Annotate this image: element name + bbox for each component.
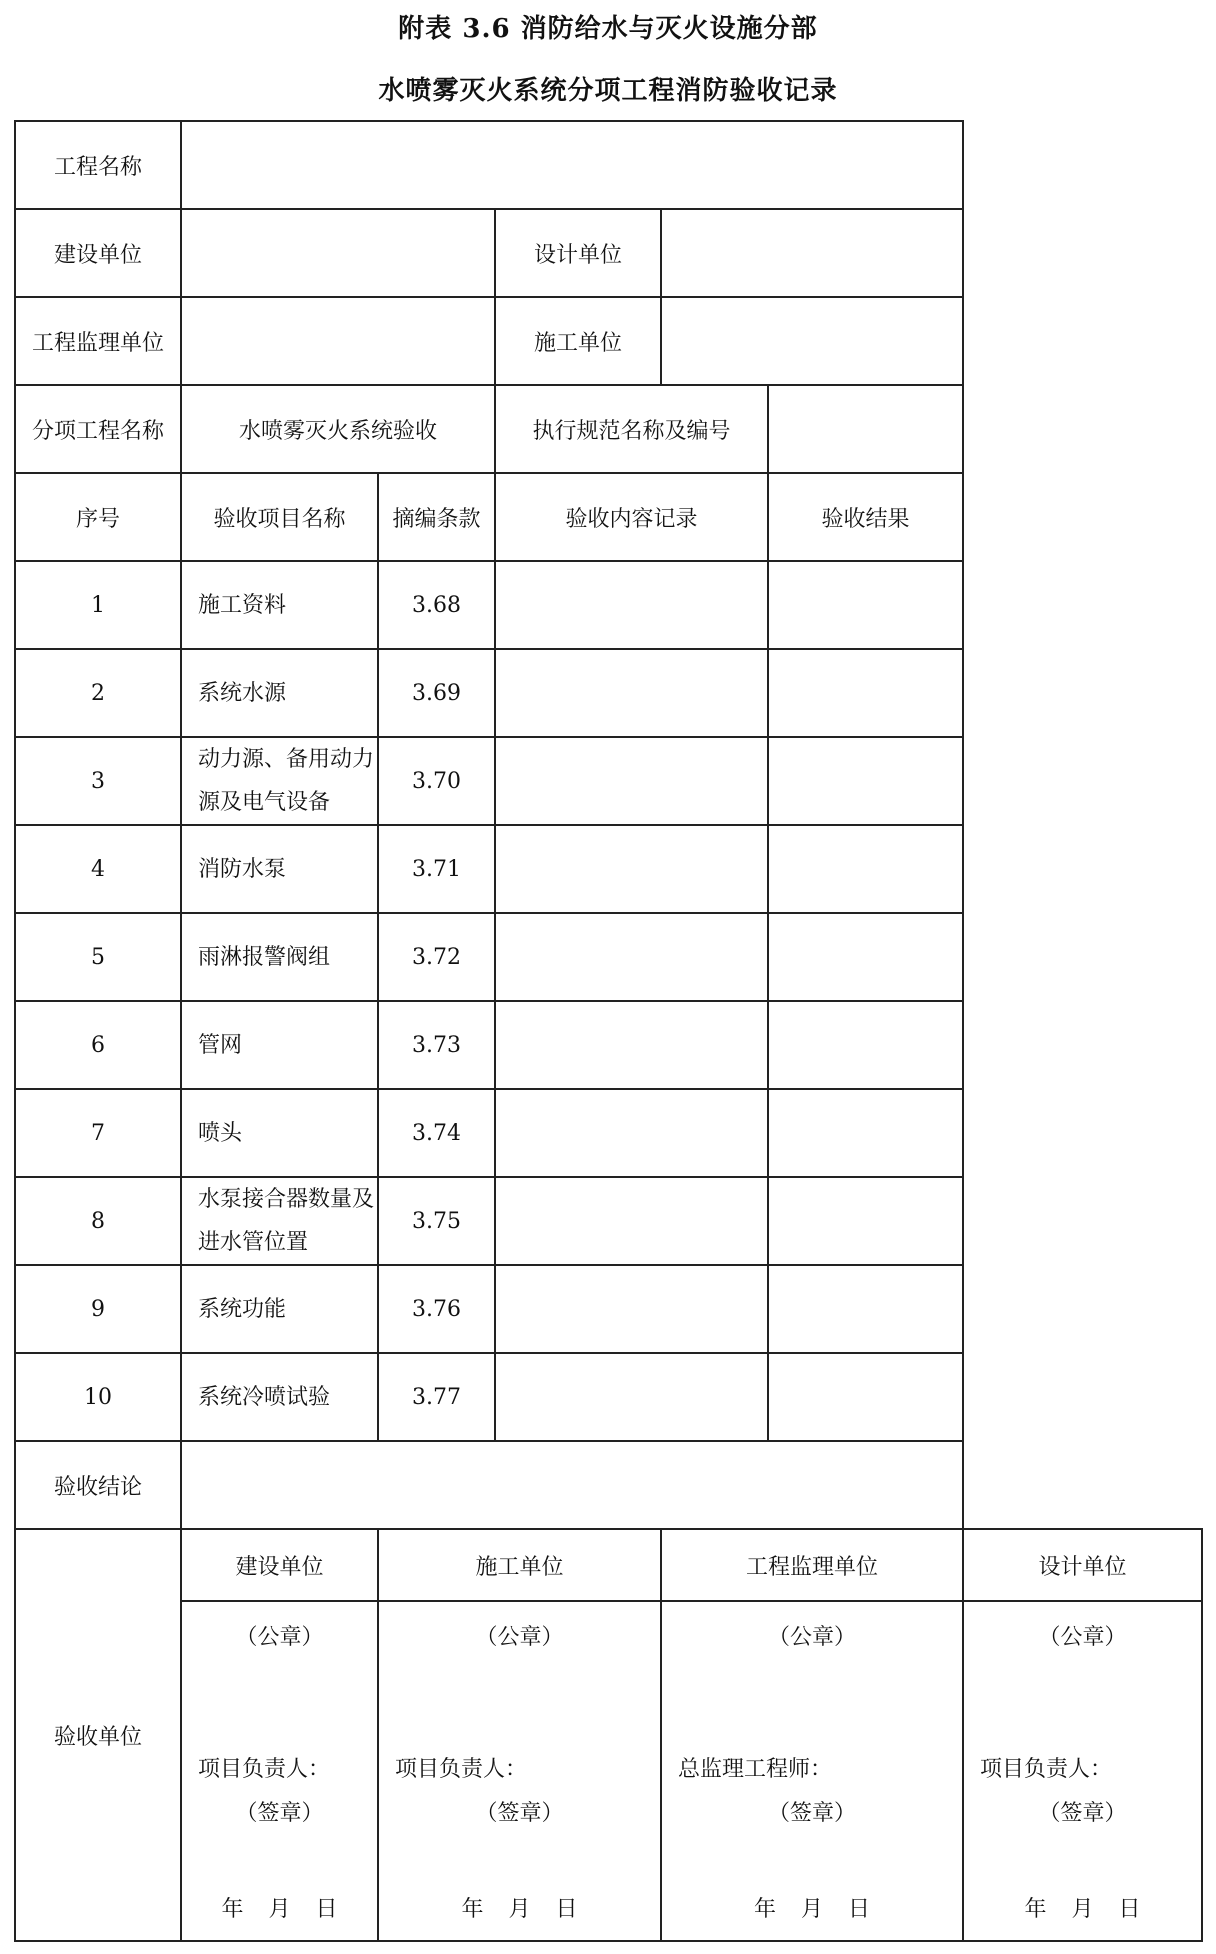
builder-value[interactable]	[181, 209, 495, 297]
contractor-value[interactable]	[661, 297, 963, 385]
date-text: 年 月 日	[754, 1897, 871, 1922]
row-seq: 6	[15, 1001, 181, 1089]
row-result[interactable]	[768, 1177, 963, 1265]
seal-text: （公章）	[768, 1625, 857, 1650]
date-text: 年 月 日	[221, 1897, 338, 1922]
row-seq: 5	[15, 913, 181, 1001]
row-item: 雨淋报警阀组	[181, 913, 378, 1001]
spec-name-label: 执行规范名称及编号	[495, 385, 768, 473]
table-row	[15, 737, 1202, 825]
row-clause: 3.70	[378, 737, 495, 825]
row-record[interactable]	[495, 1265, 768, 1353]
row-result[interactable]	[768, 1265, 963, 1353]
row-result[interactable]	[768, 1089, 963, 1177]
table-row	[15, 825, 1202, 913]
row-result[interactable]	[768, 825, 963, 913]
row-record[interactable]	[495, 561, 768, 649]
row-result[interactable]	[768, 913, 963, 1001]
row-item: 消防水泵	[181, 825, 378, 913]
sign-text: （签章）	[235, 1801, 324, 1826]
subitem-row	[15, 385, 1202, 473]
supervisor-value[interactable]	[181, 297, 495, 385]
table-row	[15, 1089, 1202, 1177]
row-result[interactable]	[768, 737, 963, 825]
row-seq: 8	[15, 1177, 181, 1265]
seal-text: （公章）	[235, 1625, 324, 1650]
seal-text: （公章）	[1038, 1625, 1127, 1650]
table-row	[15, 649, 1202, 737]
subitem-name-label: 分项工程名称	[15, 385, 181, 473]
sign-text: （签章）	[768, 1801, 857, 1826]
designer-value[interactable]	[661, 209, 963, 297]
table-row	[15, 913, 1202, 1001]
row-result[interactable]	[768, 649, 963, 737]
sign-cell[interactable]	[378, 1601, 661, 1941]
header-clause: 摘编条款	[378, 473, 495, 561]
row-result[interactable]	[768, 1001, 963, 1089]
person-label: 总监理工程师：	[678, 1757, 833, 1782]
project-name-label: 工程名称	[15, 121, 181, 209]
row-item: 系统水源	[181, 649, 378, 737]
sign-cell[interactable]	[661, 1601, 963, 1941]
row-result[interactable]	[768, 561, 963, 649]
row-record[interactable]	[495, 649, 768, 737]
accept-unit-label: 验收单位	[15, 1529, 181, 1941]
row-record[interactable]	[495, 1177, 768, 1265]
conclusion-label: 验收结论	[15, 1441, 181, 1529]
sign-row	[15, 1601, 1202, 1941]
acceptance-record-table	[14, 120, 1203, 1942]
header-seq: 序号	[15, 473, 181, 561]
title-rest: 消防给水与灭火设施分部	[520, 14, 818, 44]
person-label: 项目负责人：	[980, 1757, 1113, 1782]
sign-cell[interactable]	[963, 1601, 1202, 1941]
sign-text: （签章）	[475, 1801, 564, 1826]
row-record[interactable]	[495, 1089, 768, 1177]
row-record[interactable]	[495, 913, 768, 1001]
row-clause: 3.72	[378, 913, 495, 1001]
table-row	[15, 561, 1202, 649]
header-result: 验收结果	[768, 473, 963, 561]
row-item: 施工资料	[181, 561, 378, 649]
row-seq: 4	[15, 825, 181, 913]
subitem-name-value: 水喷雾灭火系统验收	[181, 385, 495, 473]
sign-unit-name: 施工单位	[378, 1529, 661, 1601]
row-result[interactable]	[768, 1353, 963, 1441]
row-clause: 3.68	[378, 561, 495, 649]
row-item: 水泵接合器数量及进水管位置	[181, 1177, 378, 1265]
supervisor-label: 工程监理单位	[15, 297, 181, 385]
person-label: 项目负责人：	[395, 1757, 528, 1782]
row-seq: 3	[15, 737, 181, 825]
sign-unit-name: 设计单位	[963, 1529, 1202, 1601]
seal-text: （公章）	[475, 1625, 564, 1650]
column-header-row	[15, 473, 1202, 561]
row-seq: 2	[15, 649, 181, 737]
spec-name-value[interactable]	[768, 385, 963, 473]
header-item: 验收项目名称	[181, 473, 378, 561]
header-record: 验收内容记录	[495, 473, 768, 561]
person-label: 项目负责人：	[198, 1757, 331, 1782]
row-seq: 9	[15, 1265, 181, 1353]
sign-cell[interactable]	[181, 1601, 378, 1941]
row-record[interactable]	[495, 1353, 768, 1441]
form-title-line-2: 水喷雾灭火系统分项工程消防验收记录	[378, 76, 838, 106]
row-clause: 3.73	[378, 1001, 495, 1089]
conclusion-value[interactable]	[181, 1441, 963, 1529]
row-item: 系统功能	[181, 1265, 378, 1353]
table-row	[15, 1353, 1202, 1441]
sign-unit-name: 建设单位	[181, 1529, 378, 1601]
row-clause: 3.71	[378, 825, 495, 913]
row-seq: 1	[15, 561, 181, 649]
project-name-value[interactable]	[181, 121, 963, 209]
row-clause: 3.75	[378, 1177, 495, 1265]
date-text: 年 月 日	[461, 1897, 578, 1922]
table-row	[15, 1177, 1202, 1265]
row-clause: 3.77	[378, 1353, 495, 1441]
row-item: 管网	[181, 1001, 378, 1089]
form-title-line-1	[0, 8, 1216, 45]
sign-unit-header-row	[15, 1529, 1202, 1601]
title-number: 3.6	[462, 14, 511, 44]
table-row	[15, 1265, 1202, 1353]
date-text: 年 月 日	[1024, 1897, 1141, 1922]
contractor-label: 施工单位	[495, 297, 661, 385]
title-prefix: 附表	[398, 14, 453, 44]
row-record[interactable]	[495, 825, 768, 913]
row-seq: 7	[15, 1089, 181, 1177]
row-item: 动力源、备用动力源及电气设备	[181, 737, 378, 825]
sign-text: （签章）	[1038, 1801, 1127, 1826]
designer-label: 设计单位	[495, 209, 661, 297]
sign-unit-name: 工程监理单位	[661, 1529, 963, 1601]
row-item: 喷头	[181, 1089, 378, 1177]
row-clause: 3.76	[378, 1265, 495, 1353]
row-record[interactable]	[495, 1001, 768, 1089]
row-item: 系统冷喷试验	[181, 1353, 378, 1441]
row-clause: 3.69	[378, 649, 495, 737]
builder-label: 建设单位	[15, 209, 181, 297]
project-name-row	[15, 121, 1202, 209]
supervisor-row	[15, 297, 1202, 385]
row-record[interactable]	[495, 737, 768, 825]
conclusion-row	[15, 1441, 1202, 1529]
builder-row	[15, 209, 1202, 297]
row-seq: 10	[15, 1353, 181, 1441]
row-clause: 3.74	[378, 1089, 495, 1177]
table-row	[15, 1001, 1202, 1089]
